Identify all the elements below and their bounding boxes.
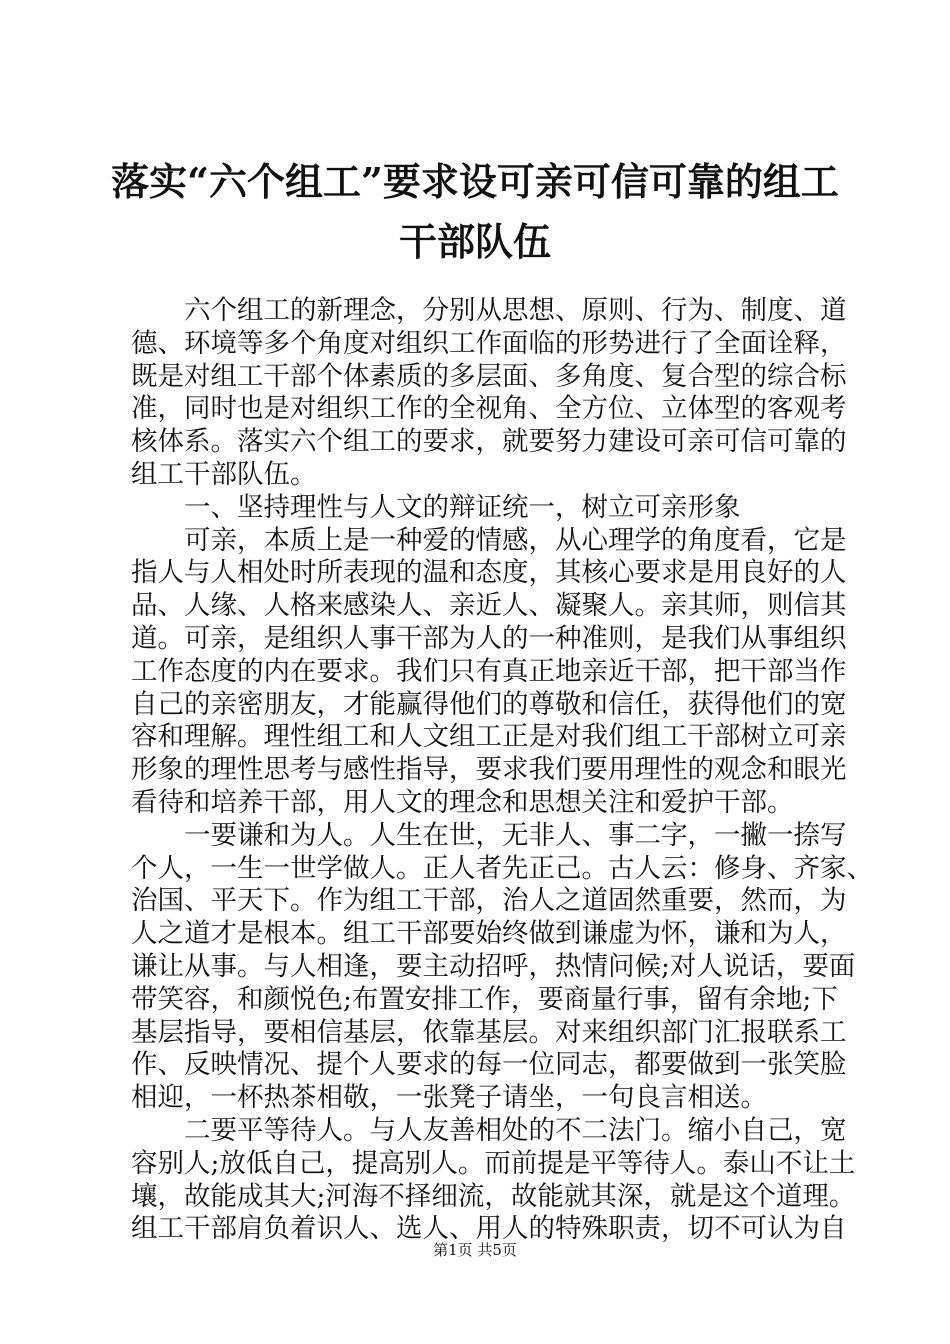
body-text-line: 看待和培养干部，用人文的理念和思想关注和爱护干部。: [131, 786, 794, 818]
body-text-line: 相迎，一杯热茶相敬，一张凳子请坐，一句良言相送。: [131, 1082, 767, 1114]
body-text-line: 自己的亲密朋友，才能赢得他们的尊敬和信任，获得他们的宽: [131, 688, 847, 720]
body-text-line: 一要谦和为人。人生在世，无非人、事二字，一撇一捺写: [131, 819, 847, 851]
body-text-line: 容和理解。理性组工和人文组工正是对我们组工干部树立可亲: [131, 721, 847, 753]
body-text-line: 工作态度的内在要求。我们只有真正地亲近干部，把干部当作: [131, 655, 847, 687]
body-text-line: 核体系。落实六个组工的要求，就要努力建设可亲可信可靠的: [131, 426, 847, 458]
body-text-line: 容别人;放低自己，提高别人。而前提是平等待人。泰山不让土: [131, 1147, 856, 1179]
document-body: [131, 295, 873, 1246]
body-text-line: 基层指导，要相信基层，依靠基层。对来组织部门汇报联系工: [131, 1016, 847, 1048]
body-text-line: 指人与人相处时所表现的温和态度，其核心要求是用良好的人: [131, 557, 847, 589]
document-title-line-2: 干部队伍: [398, 219, 551, 264]
body-text-line: 作、反映情况、提个人要求的每一位同志，都要做到一张笑脸: [131, 1049, 847, 1081]
body-text-line: 德、环境等多个角度对组织工作面临的形势进行了全面诠释，: [131, 327, 847, 359]
document-title-line-1: 落实“六个组工”要求设可亲可信可靠的组工: [111, 159, 839, 204]
body-text-line: 组工干部肩负着识人、选人、用人的特殊职责，切不可认为自: [131, 1213, 847, 1245]
body-text-line: 准，同时也是对组织工作的全视角、全方位、立体型的客观考: [131, 393, 847, 425]
body-text-line: 形象的理性思考与感性指导，要求我们要用理性的观念和眼光: [131, 754, 847, 786]
body-text-line: 道。可亲，是组织人事干部为人的一种准则，是我们从事组织: [131, 622, 847, 654]
body-text-line: 治国、平天下。作为组工干部，治人之道固然重要，然而，为: [131, 885, 847, 917]
body-text-line: 人之道才是根本。组工干部要始终做到谦虚为怀，谦和为人，: [131, 918, 847, 950]
body-text-line: 既是对组工干部个体素质的多层面、多角度、复合型的综合标: [131, 360, 847, 392]
body-text-line: 个人，一生一世学做人。正人者先正己。古人云：修身、齐家、: [131, 852, 873, 884]
body-text-line: 品、人缘、人格来感染人、亲近人、凝聚人。亲其师，则信其: [131, 590, 847, 622]
body-text-line: 可亲，本质上是一种爱的情感，从心理学的角度看，它是: [131, 524, 847, 556]
body-text-line: 壤，故能成其大;河海不择细流，故能就其深，就是这个道理。: [131, 1180, 856, 1212]
page-number-footer: 第1页 共5页: [433, 1241, 517, 1259]
body-text-line: 谦让从事。与人相逢，要主动招呼，热情问候;对人说话，要面: [131, 950, 856, 982]
body-text-line: 六个组工的新理念，分别从思想、原则、行为、制度、道: [131, 295, 847, 326]
body-text-line: 一、坚持理性与人文的辩证统一，树立可亲形象: [131, 491, 741, 523]
body-text-line: 二要平等待人。与人友善相处的不二法门。缩小自己，宽: [131, 1114, 847, 1146]
body-text-line: 组工干部队伍。: [131, 458, 317, 490]
body-text-line: 带笑容，和颜悦色;布置安排工作，要商量行事，留有余地;下: [131, 983, 838, 1015]
